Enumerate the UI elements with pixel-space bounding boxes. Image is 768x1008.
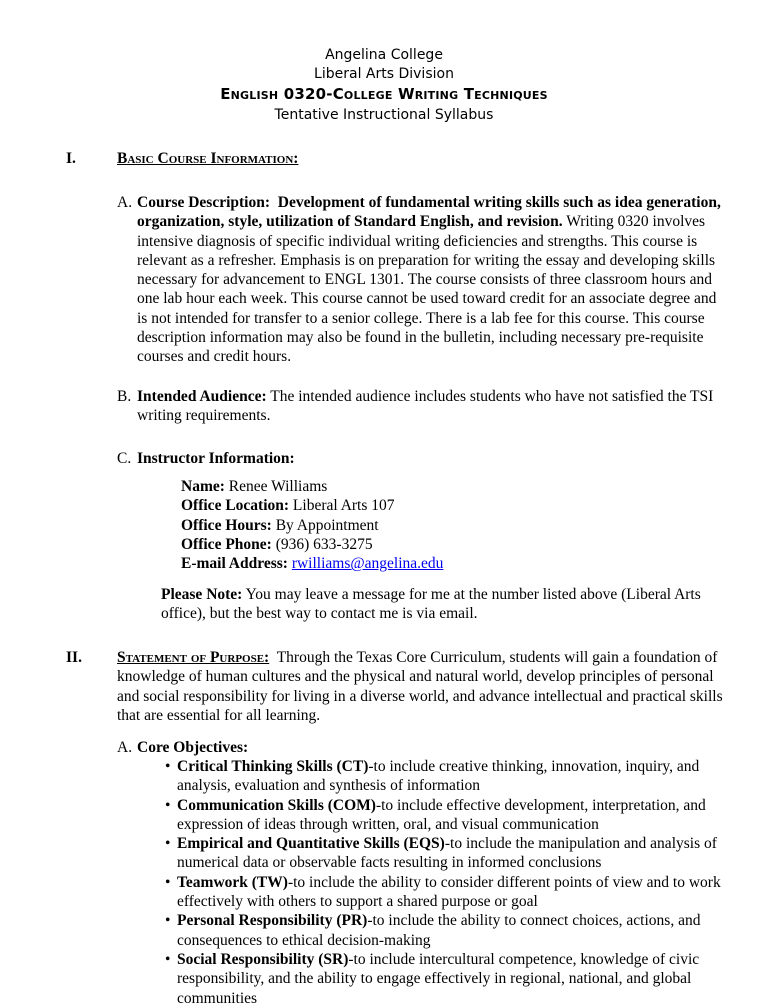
section-1-numeral: I. (66, 150, 76, 167)
instructor-name-line (181, 477, 681, 496)
email-line (181, 554, 681, 573)
contact-note-label: Please Note: (161, 586, 243, 603)
intended-audience-body: The intended audience includes students who have not satisfied the TSI writing requirements. (137, 388, 714, 425)
contact-note-body: You may leave a message for me at the number listed above (Liberal Arts office), but the best way to contact me is via email. (161, 586, 701, 623)
office-hours-line (181, 516, 681, 535)
section-2-numeral: II. (66, 649, 82, 666)
office-location: Liberal Arts 107 (292, 497, 395, 515)
course-title: English 0320-College Writing Techniques (220, 85, 548, 103)
objective-item (165, 796, 725, 835)
item-c-letter: C. (117, 450, 132, 467)
core-objectives-list (165, 757, 725, 1008)
email-link[interactable]: rwilliams@angelina.edu (291, 555, 444, 573)
objective-item (165, 911, 725, 950)
course-description-bold: Development of fundamental writing skills such as idea generation, organization, style, utilization of Standard English, and revision. (137, 194, 721, 231)
statement-of-purpose (117, 648, 727, 725)
instructor-info-label: Instructor Information: (137, 450, 295, 467)
objective-item (165, 873, 725, 912)
objective-desc: -to include intercultural competence, knowledge of civic responsibility, and the ability to engage effectively in regional, national, and global communities (177, 950, 700, 1007)
course-description-body: Writing 0320 involves intensive diagnosis of specific individual writing deficiencies and strengths. This course is relevant as a refresher. Emphasis is on preparation for writing the essay and developing skills necessary for advancement to ENGL 1301. The course consists of three classroom hours and one lab hour each week. This course cannot be used toward credit for an associate degree and is not intended for transfer to a senior college. There is a lab fee for this course. This course description information may also be found in the bulletin, including necessary pre-requisite courses and credit hours. (137, 213, 717, 366)
bullet-icon: • (165, 873, 171, 891)
core-objectives-letter: A. (117, 739, 133, 756)
item-b-letter: B. (117, 388, 132, 405)
bullet-icon: • (165, 912, 171, 930)
instructor-name: Renee Williams (228, 478, 328, 495)
objective-item (165, 757, 725, 796)
objective-term: Empirical and Quantitative Skills (EQS) (177, 835, 445, 853)
office-location-label: Office Location: (181, 497, 290, 515)
intended-audience-label: Intended Audience: (137, 388, 267, 405)
course-description (137, 193, 727, 367)
contact-note (161, 585, 727, 624)
bullet-icon: • (165, 950, 171, 968)
office-phone-line (181, 535, 681, 554)
college-name: Angelina College (325, 47, 443, 63)
office-phone-label: Office Phone: (181, 535, 272, 553)
office-phone: (936) 633-3275 (275, 535, 373, 553)
course-description-label: Course Description: (137, 194, 271, 211)
objective-term: Communication Skills (COM) (177, 796, 376, 814)
section-1-heading: Basic Course Information: (117, 150, 299, 167)
objective-desc: -to include creative thinking, innovation, inquiry, and analysis, evaluation and synthesis of information (177, 758, 700, 795)
objective-term: Critical Thinking Skills (CT) (177, 758, 369, 775)
email-label: E-mail Address: (181, 555, 288, 573)
syllabus-label: Tentative Instructional Syllabus (274, 107, 494, 123)
objective-desc: -to include the ability to consider different points of view and to work effectively with others to support a shared purpose or goal (177, 873, 721, 911)
item-a-letter: A. (117, 194, 133, 211)
objective-desc: -to include the ability to connect choices, actions, and consequences to ethical decision-making (177, 912, 701, 949)
objective-desc: -to include the manipulation and analysis of numerical data or observable facts resulting in informed conclusions (177, 835, 717, 872)
instructor-name-label: Name: (181, 478, 225, 495)
bullet-icon: • (165, 758, 171, 775)
objective-desc: -to include effective development, interpretation, and expression of ideas through written, oral, and visual communication (177, 796, 706, 833)
bullet-icon: • (165, 835, 171, 853)
instructor-details (181, 477, 681, 573)
division-name: Liberal Arts Division (314, 66, 454, 82)
objective-item (165, 950, 725, 1008)
office-hours: By Appointment (275, 516, 379, 534)
office-hours-label: Office Hours: (181, 516, 272, 534)
office-location-line (181, 496, 681, 515)
core-objectives-label: Core Objectives: (137, 739, 249, 756)
bullet-icon: • (165, 796, 171, 814)
intended-audience (137, 387, 727, 426)
objective-item (165, 834, 725, 873)
objective-term: Personal Responsibility (PR) (177, 912, 368, 930)
objective-term: Teamwork (TW) (177, 873, 288, 891)
objective-term: Social Responsibility (SR) (177, 950, 349, 968)
statement-of-purpose-body: Through the Texas Core Curriculum, students will gain a foundation of knowledge of human cultures and the physical and natural world, develop principles of personal and social responsibility for living in a diverse world, and advance intellectual and practical skills that are essential for all learning. (117, 649, 723, 724)
section-2-heading: Statement of Purpose: (117, 649, 270, 666)
